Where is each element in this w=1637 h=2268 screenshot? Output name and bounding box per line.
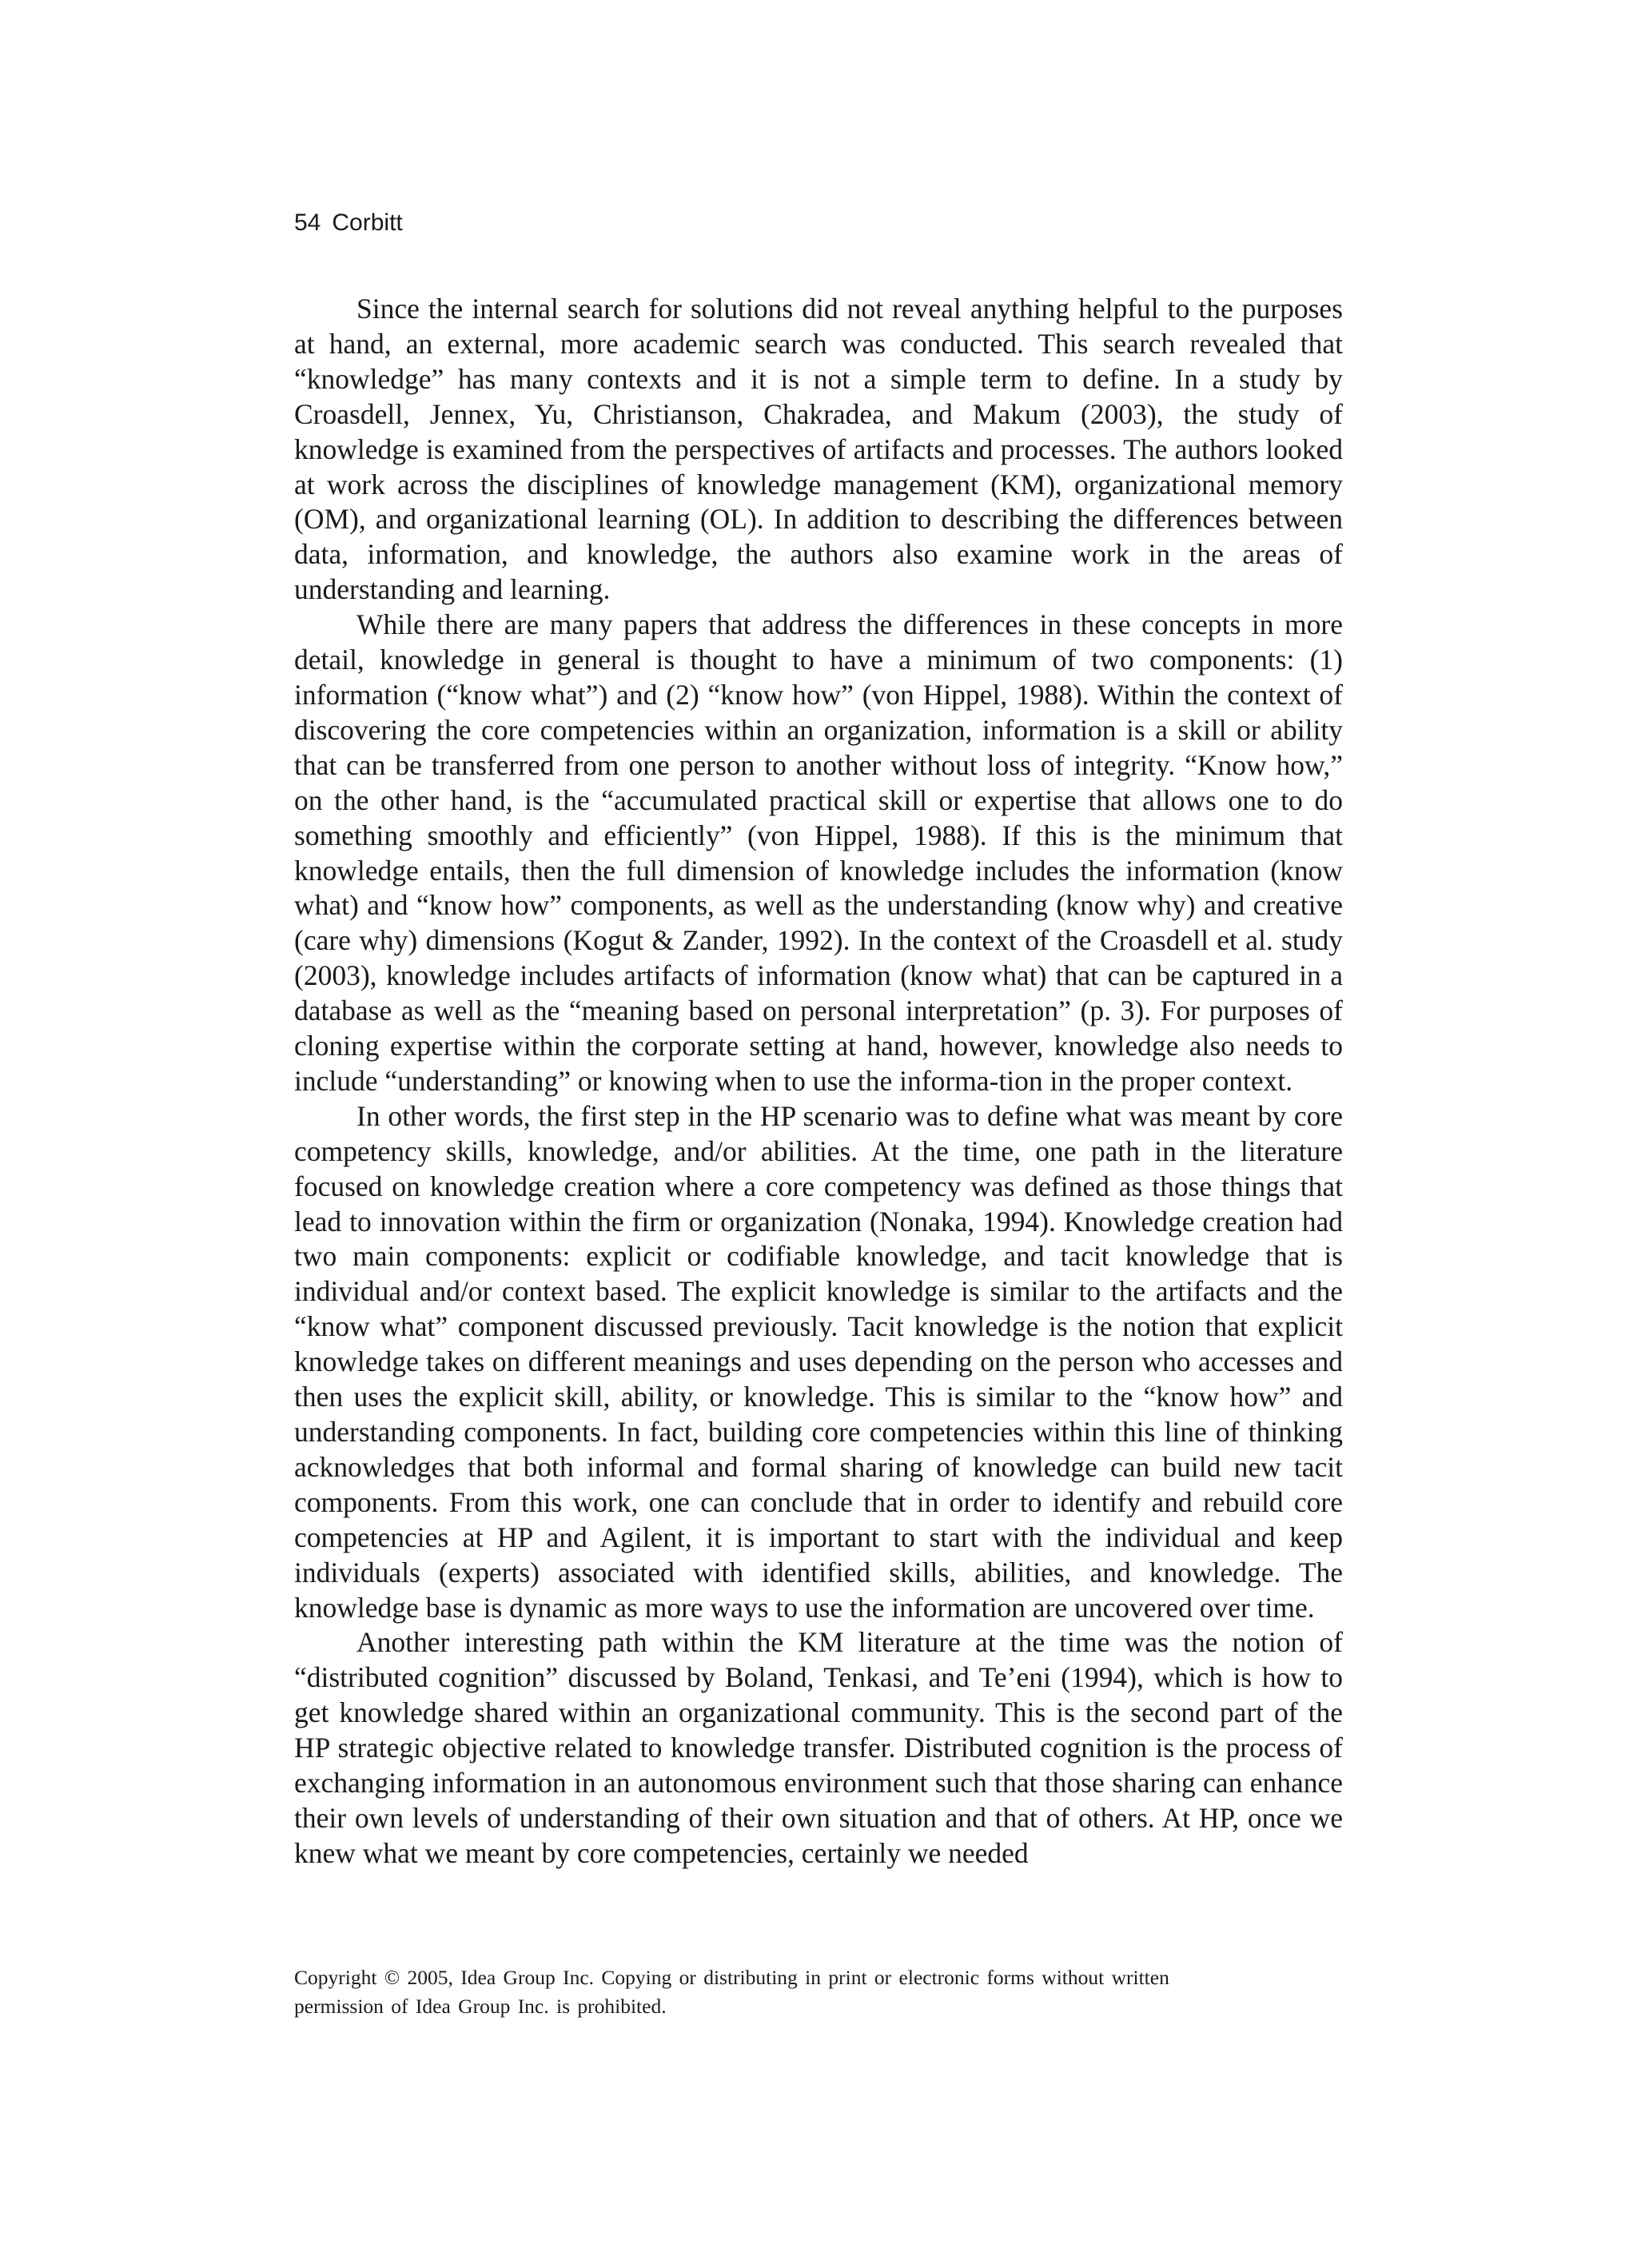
paragraph: While there are many papers that address the differences in these concepts in more detail, knowledge in general is thought to have a minimum of two components: (1) information (“know what”) and (2) “know how” (von Hippel, 1988). Within the context of discovering the core competencies within an organization, information is a skill or ability that can be transferred from one person to another without loss of integrity. “Know how,” on the other hand, is the “accumulated practical skill or expertise that allows one to do something smoothly and efficiently” (von Hippel, 1988). If this is the minimum that knowledge entails, then the full dimension of knowledge includes the information (know what) and “know how” components, as well as the understanding (know why) and creative (care why) dimensions (Kogut & Zander, 1992). In the context of the Croasdell et al. study (2003), knowledge includes artifacts of information (know what) that can be captured in a database as well as the “meaning based on personal interpretation” (p. 3). For purposes of cloning expertise within the corporate setting at hand, however, knowledge also needs to include “understanding” or knowing when to use the informa-tion in the proper context. xyxy=(294,608,1343,1097)
page-number: 54 xyxy=(294,209,321,236)
running-header xyxy=(294,209,403,237)
running-head-author: Corbitt xyxy=(332,209,403,236)
body-text xyxy=(294,292,1343,1871)
copyright-footer xyxy=(294,1963,1343,2021)
copyright-line: Copyright © 2005, Idea Group Inc. Copying or distributing in print or electronic forms without written xyxy=(294,1966,1169,1989)
copyright-line: permission of Idea Group Inc. is prohibited. xyxy=(294,1995,667,2018)
paragraph: Another interesting path within the KM literature at the time was the notion of “distributed cognition” discussed by Boland, Tenkasi, and Te’eni (1994), which is how to get knowledge shared within an organizational community. This is the second part of the HP strategic objective related to knowledge transfer. Distributed cognition is the process of exchanging information in an autonomous environment such that those sharing can enhance their own levels of understanding of their own situation and that of others. At HP, once we knew what we meant by core competencies, certainly we needed xyxy=(294,1626,1343,1869)
paragraph: Since the internal search for solutions did not reveal anything helpful to the purposes at hand, an external, more academic search was conducted. This search revealed that “knowledge” has many contexts and it is not a simple term to define. In a study by Croasdell, Jennex, Yu, Christianson, Chakradea, and Makum (2003), the study of knowledge is examined from the perspectives of artifacts and processes. The authors looked at work across the disciplines of knowledge management (KM), organizational memory (OM), and organizational learning (OL). In addition to describing the differences between data, information, and knowledge, the authors also examine work in the areas of understanding and learning. xyxy=(294,293,1343,606)
paragraph: In other words, the first step in the HP scenario was to define what was meant by core competency skills, knowledge, and/or abilities. At the time, one path in the literature focused on knowledge creation where a core competency was defined as those things that lead to innovation within the firm or organization (Nonaka, 1994). Knowledge creation had two main components: explicit or codifiable knowledge, and tacit knowledge that is individual and/or context based. The explicit knowledge is similar to the artifacts and the “know what” component discussed previously. Tacit knowledge is the notion that explicit knowledge takes on different meanings and uses depending on the person who accesses and then uses the explicit skill, ability, or knowledge. This is similar to the “know how” and understanding components. In fact, building core competencies within this line of thinking acknowledges that both informal and formal sharing of knowledge can build new tacit components. From this work, one can conclude that in order to identify and rebuild core competencies at HP and Agilent, it is important to start with the individual and keep individuals (experts) associated with identified skills, abilities, and knowledge. The knowledge base is dynamic as more ways to use the information are uncovered over time. xyxy=(294,1099,1343,1624)
